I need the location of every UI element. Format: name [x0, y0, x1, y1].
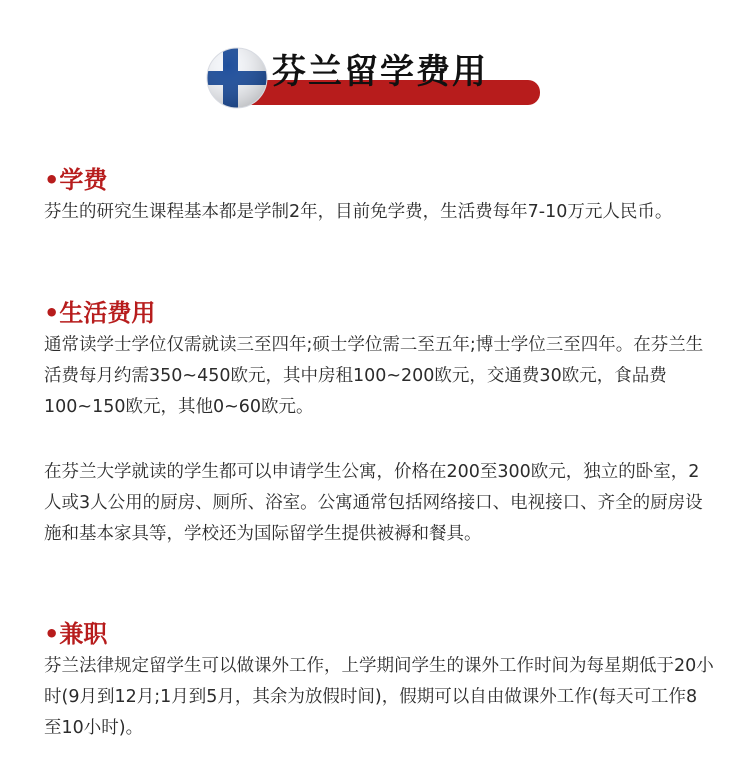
section-student-housing	[44, 457, 714, 550]
section-heading: •学费	[44, 166, 108, 194]
section-part-time	[44, 617, 714, 744]
section-living-costs	[44, 296, 714, 423]
section-tuition	[44, 163, 714, 228]
section-heading: •兼职	[44, 620, 108, 648]
section-paragraph: 通常读学士学位仅需就读三至四年;硕士学位需二至五年;博士学位三至四年。在芬兰生活费每月约需350~450欧元，其中房租100~200欧元，交通费30欧元，食品费100~150欧元，其他0~60欧元。	[44, 335, 704, 417]
title-banner	[0, 40, 750, 120]
section-heading: •生活费用	[44, 299, 156, 327]
section-paragraph: 芬生的研究生课程基本都是学制2年，目前免学费，生活费每年7-10万元人民币。	[44, 202, 673, 222]
section-paragraph: 芬兰法律规定留学生可以做课外工作，上学期间学生的课外工作时间为每星期低于20小时(9月到12月;1月到5月，其余为放假时间)，假期可以自由做课外工作(每天可工作8至10小时)。	[44, 656, 714, 738]
page-title: 芬兰留学费用	[272, 52, 488, 92]
section-paragraph: 在芬兰大学就读的学生都可以申请学生公寓，价格在200至300欧元，独立的卧室，2人或3人公用的厨房、厕所、浴室。公寓通常包括网络接口、电视接口、齐全的厨房设施和基本家具等，学校还为国际留学生提供被褥和餐具。	[44, 462, 703, 544]
finland-flag-icon	[206, 47, 268, 109]
